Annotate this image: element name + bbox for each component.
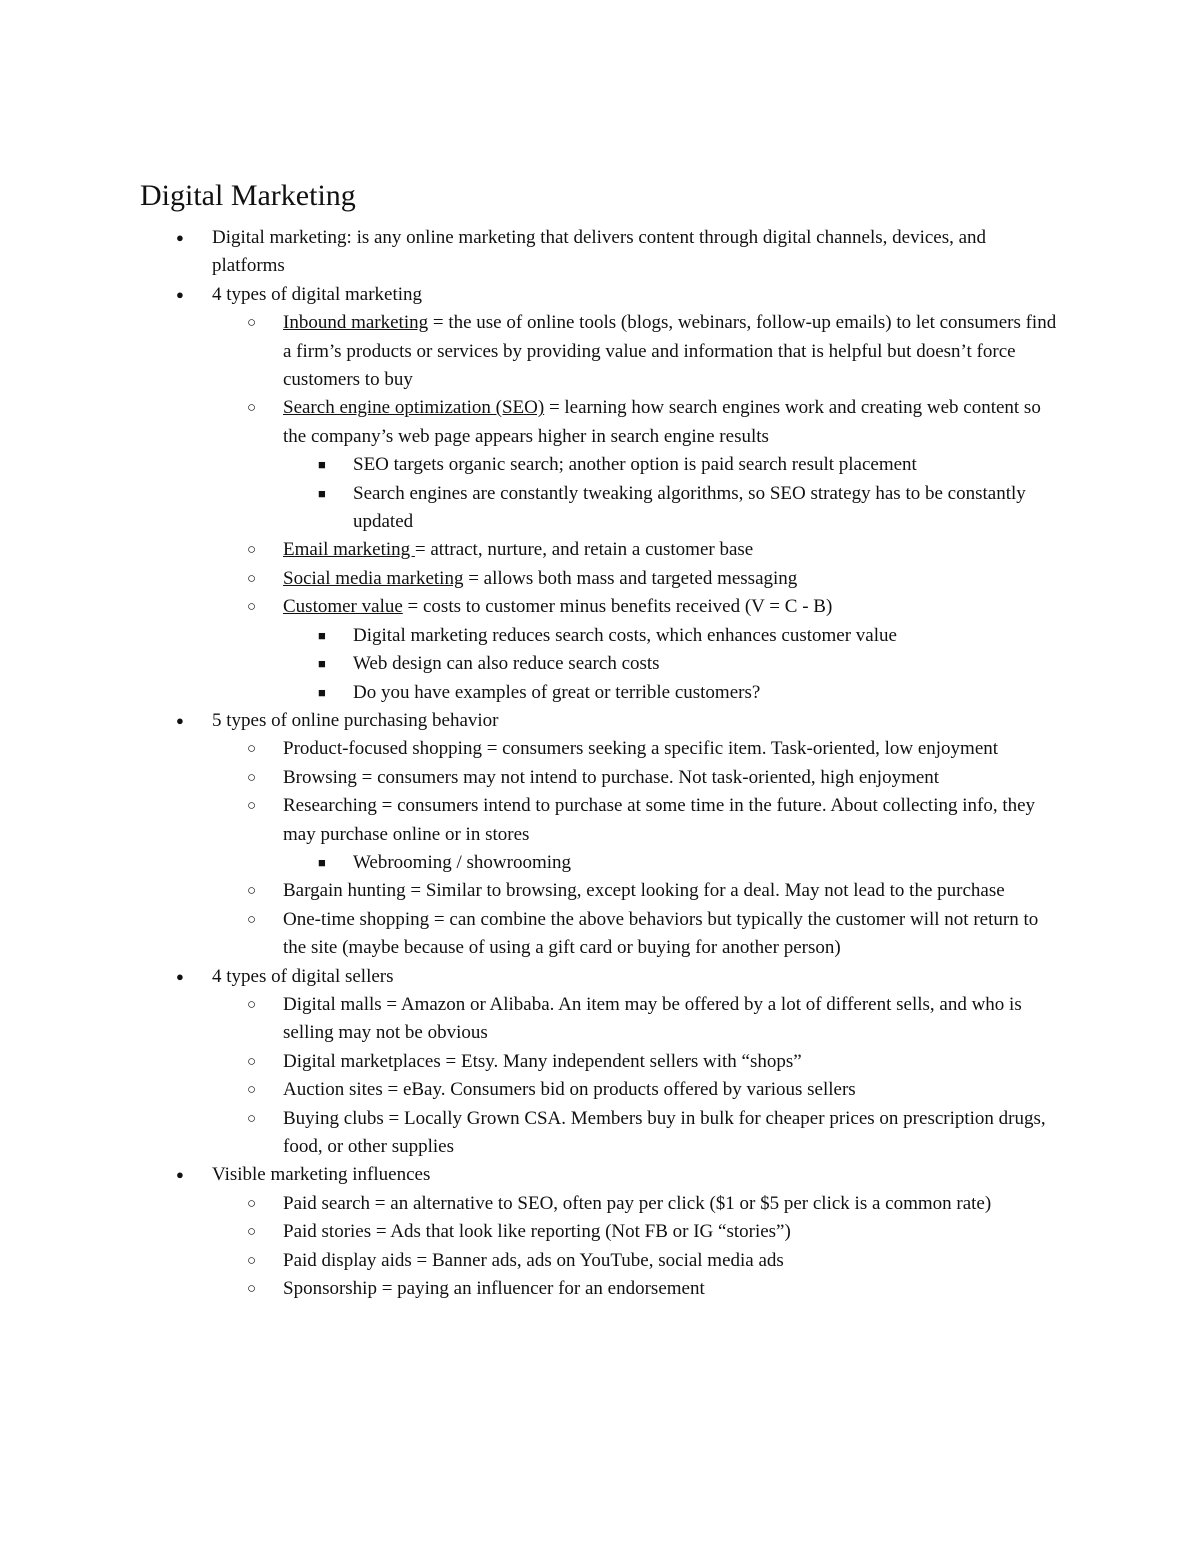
item-text: Product-focused shopping = consumers seeking a specific item. Task-oriented, low enjoyment xyxy=(283,738,999,760)
bullet-circle-icon: ○ xyxy=(247,1082,257,1099)
bullet-square-icon: ■ xyxy=(318,656,326,672)
item-text: = allows both mass and targeted messaging xyxy=(463,567,798,589)
item-text: Browsing = consumers may not intend to purchase. Not task-oriented, high enjoyment xyxy=(283,766,940,788)
list-item xyxy=(0,565,1063,593)
item-text: Do you have examples of great or terrible customers? xyxy=(353,681,761,703)
bullet-circle-icon: ○ xyxy=(247,599,257,616)
term: Inbound marketing xyxy=(283,312,429,334)
list-item xyxy=(0,1076,1063,1104)
list-item xyxy=(0,877,1063,905)
bullet-circle-icon: ○ xyxy=(247,1053,257,1070)
list-item xyxy=(0,536,1063,564)
list-item xyxy=(0,622,1053,650)
item-text: Paid stories = Ads that look like reporting (Not FB or IG “stories”) xyxy=(283,1221,791,1243)
bullet-circle-icon: ○ xyxy=(247,1281,257,1298)
bullet-disc-icon: ● xyxy=(176,286,184,302)
item-text: = the use of online tools (blogs, webinars, follow-up emails) to let consumers find a firm’s products or services by providing value and information that is helpful but doesn’t force customers to buy xyxy=(283,312,1057,391)
item-text: = learning how search engines work and creating web content so the company’s web page appears higher in search engine results xyxy=(283,397,1041,447)
bullet-circle-icon: ○ xyxy=(247,1224,257,1241)
item-text: Sponsorship = paying an influencer for an endorsement xyxy=(283,1278,705,1300)
bullet-circle-icon: ○ xyxy=(247,769,257,786)
item-text: Search engines are constantly tweaking algorithms, so SEO strategy has to be constantly updated xyxy=(353,482,1026,533)
item-text: 4 types of digital sellers xyxy=(212,965,394,987)
item-text: = costs to customer minus benefits received (V = C - B) xyxy=(402,596,833,618)
item-text: 4 types of digital marketing xyxy=(212,283,423,305)
bullet-square-icon: ■ xyxy=(318,854,326,870)
item-text: Paid display aids = Banner ads, ads on YouTube, social media ads xyxy=(283,1249,784,1271)
term: Search engine optimization (SEO) xyxy=(283,397,545,419)
list-item xyxy=(0,394,1063,451)
notes-list xyxy=(0,224,1200,1303)
bullet-disc-icon: ● xyxy=(176,230,184,245)
list-item xyxy=(0,224,1062,281)
term: Email marketing xyxy=(283,539,415,561)
bullet-square-icon: ■ xyxy=(318,457,326,473)
item-text: Paid search = an alternative to SEO, often pay per click ($1 or $5 per click is a common rate) xyxy=(283,1192,992,1214)
list-item xyxy=(0,281,1062,309)
bullet-circle-icon: ○ xyxy=(247,741,257,758)
list-item xyxy=(0,1218,1063,1246)
bullet-circle-icon: ○ xyxy=(247,1110,257,1127)
list-item xyxy=(0,906,1063,963)
list-item xyxy=(0,1161,1062,1189)
list-item xyxy=(0,593,1063,621)
bullet-square-icon: ■ xyxy=(318,684,326,700)
item-text: = attract, nurture, and retain a customer base xyxy=(414,539,754,561)
item-text: One-time shopping = can combine the above behaviors but typically the customer will not return to the site (maybe because of using a gift card or buying for another person) xyxy=(283,908,1039,959)
list-item xyxy=(0,707,1062,735)
list-item xyxy=(0,991,1063,1048)
item-text: Bargain hunting = Similar to browsing, except looking for a deal. May not lead to the purchase xyxy=(283,880,1005,902)
term: Customer value xyxy=(283,596,403,618)
bullet-circle-icon: ○ xyxy=(247,1252,257,1269)
bullet-circle-icon: ○ xyxy=(247,1195,257,1212)
bullet-disc-icon: ● xyxy=(176,712,184,728)
item-text: Auction sites = eBay. Consumers bid on products offered by various sellers xyxy=(283,1079,856,1101)
item-text: Visible marketing influences xyxy=(212,1164,431,1186)
item-text: Buying clubs = Locally Grown CSA. Members buy in bulk for cheaper prices on prescription drugs, food, or other supplies xyxy=(283,1107,1046,1157)
item-text: Web design can also reduce search costs xyxy=(353,653,660,675)
list-item xyxy=(0,849,1053,877)
item-text: SEO targets organic search; another option is paid search result placement xyxy=(353,454,917,476)
bullet-circle-icon: ○ xyxy=(247,911,257,928)
term: Social media marketing xyxy=(283,567,464,589)
item-text: 5 types of online purchasing behavior xyxy=(212,709,499,731)
item-text: Digital malls = Amazon or Alibaba. An item may be offered by a lot of different sells, and who is selling may not be obvious xyxy=(283,993,1022,1044)
bullet-square-icon: ■ xyxy=(318,627,326,643)
bullet-disc-icon: ● xyxy=(176,1167,184,1183)
bullet-circle-icon: ○ xyxy=(247,996,257,1013)
list-item xyxy=(0,309,1063,394)
list-item xyxy=(0,1190,1063,1218)
list-item xyxy=(0,1247,1063,1275)
list-item xyxy=(0,1048,1063,1076)
bullet-square-icon: ■ xyxy=(318,485,326,501)
bullet-circle-icon: ○ xyxy=(247,315,257,332)
list-item xyxy=(0,735,1063,763)
list-item xyxy=(0,679,1053,707)
list-item xyxy=(0,1275,1063,1303)
page-title: Digital Marketing xyxy=(140,179,356,212)
list-item xyxy=(0,764,1063,792)
bullet-circle-icon: ○ xyxy=(247,883,257,900)
list-item xyxy=(0,1105,1063,1162)
list-item xyxy=(0,480,1053,537)
bullet-circle-icon: ○ xyxy=(247,798,257,815)
bullet-circle-icon: ○ xyxy=(247,400,257,417)
item-text: Researching = consumers intend to purchase at some time in the future. About collecting info, they may purchase online or in stores xyxy=(283,795,1036,845)
item-text: Digital marketplaces = Etsy. Many independent sellers with “shops” xyxy=(283,1050,802,1072)
list-item xyxy=(0,451,1053,479)
bullet-disc-icon: ● xyxy=(176,968,184,984)
list-item xyxy=(0,792,1063,849)
item-text: Digital marketing: is any online marketing that delivers content through digital channels, devices, and platforms xyxy=(212,227,987,277)
item-text: Digital marketing reduces search costs, which enhances customer value xyxy=(353,624,897,646)
bullet-circle-icon: ○ xyxy=(247,570,257,587)
list-item xyxy=(0,963,1062,991)
item-text: Webrooming / showrooming xyxy=(353,851,572,873)
list-item xyxy=(0,650,1053,678)
bullet-circle-icon: ○ xyxy=(247,542,257,559)
